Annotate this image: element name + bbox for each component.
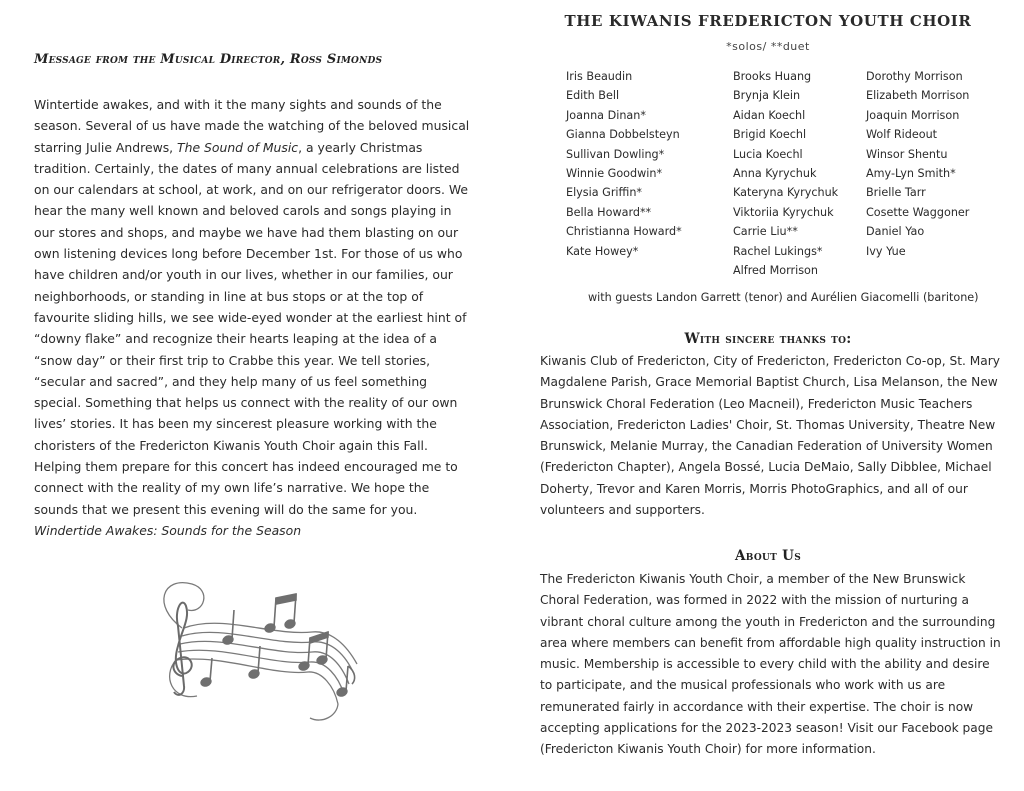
guests-line: with guests Landon Garrett (tenor) and Aurélien Giacomelli (baritone) bbox=[588, 291, 979, 304]
message-text-part1: Wintertide awakes, and with it the many sights and sounds of the season. Several of us have made the watching of the beloved musical starring Julie Andrews, bbox=[34, 97, 470, 155]
members-column-2 bbox=[733, 67, 838, 280]
member-name: Viktoriia Kyrychuk bbox=[733, 205, 834, 219]
member-name: Dorothy Morrison bbox=[866, 70, 963, 83]
message-body bbox=[34, 94, 474, 541]
member-name: Brigid Koechl bbox=[733, 128, 807, 142]
member-name: Alfred Morrison bbox=[733, 264, 818, 278]
member-name: Brooks Huang bbox=[733, 70, 812, 83]
member-name: Carrie Liu** bbox=[733, 225, 798, 239]
member-name: Winsor Shentu bbox=[866, 147, 948, 161]
member-name: Kateryna Kyrychuk bbox=[733, 186, 839, 200]
member-name: Anna Kyrychuk bbox=[733, 167, 817, 181]
member-name: Brielle Tarr bbox=[866, 186, 926, 200]
member-name: Joaquin Morrison bbox=[866, 108, 960, 122]
member-name: Edith Bell bbox=[566, 89, 620, 103]
music-notes-icon bbox=[142, 566, 362, 731]
member-name: Elizabeth Morrison bbox=[866, 89, 970, 103]
about-body: The Fredericton Kiwanis Youth Choir, a member of the New Brunswick Choral Federation, was formed in 2022 with the mission of nurturing a vibrant choral culture among the youth in Fredericton and the surrounding area where members can benefit from affordable high quality instruction in music. Membership is accessible to every child with the ability and desire to participate, and the musical professionals who work with us are remunerated fairly in accordance with their expertise. The choir is now accepting applications for the 2023-2023 season! Visit our Facebook page (Fredericton Kiwanis Youth Choir) for more information. bbox=[540, 572, 1001, 757]
member-name: Lucia Koechl bbox=[733, 147, 803, 161]
member-name: Daniel Yao bbox=[866, 225, 925, 239]
member-name: Kate Howey* bbox=[566, 244, 639, 258]
member-name: Rachel Lukings* bbox=[733, 244, 823, 258]
message-text-part2: , a yearly Christmas tradition. Certainly, the dates of many annual celebrations are listed on our calendars at school, at work, and on our refrigerator doors. We hear the many well known and beloved carols and songs playing in our stores and shops, and maybe we have had them blasting on our own listening devices long before December 1st. For those of us who have children and/or youth in our lives, whether in our families, our neighborhoods, or standing in line at bus stops or at the top of favourite sliding hills, we see wide-eyed wonder at the earliest hint of “downy flake” and recognize their hearts leaping at the idea of a “snow day” or their first trip to Crabbe this year. We tell stories, “secular and sacred”, and they help many of us feel something special. Something that helps us connect with the reality of our own lives’ stories. It has been my sincerest pleasure working with the choristers of the Fredericton Kiwanis Youth Choir again this Fall. Helping them prepare for this concert has indeed encouraged me to connect with the reality of my own life’s narrative. We hope the sounds that we present this evening will do the same for you. bbox=[34, 139, 469, 517]
member-name: Elysia Griffin* bbox=[566, 186, 643, 200]
thanks-heading: With sincere thanks to: bbox=[684, 331, 852, 347]
member-name: Joanna Dinan* bbox=[566, 108, 646, 122]
members-column-3 bbox=[866, 67, 969, 261]
members-column-1 bbox=[566, 67, 682, 261]
message-title-italic: The Sound of Music bbox=[177, 139, 299, 155]
member-name: Bella Howard** bbox=[566, 205, 652, 219]
member-name: Brynja Klein bbox=[733, 89, 801, 103]
member-name: Ivy Yue bbox=[866, 244, 906, 258]
member-name: Gianna Dobbelsteyn bbox=[566, 128, 680, 142]
about-heading: About Us bbox=[734, 548, 801, 564]
member-name: Iris Beaudin bbox=[566, 70, 633, 83]
message-heading: Message from the Musical Director, Ross Simonds bbox=[34, 52, 383, 67]
message-signature: Windertide Awakes: Sounds for the Season bbox=[34, 522, 302, 538]
member-name: Amy-Lyn Smith* bbox=[866, 167, 956, 181]
member-name: Aidan Koechl bbox=[733, 108, 806, 122]
member-name: Winnie Goodwin* bbox=[566, 167, 663, 181]
choir-title: THE KIWANIS FREDERICTON YOUTH CHOIR bbox=[564, 12, 972, 30]
solo-duet-legend: *solos/ **duet bbox=[726, 40, 810, 53]
member-name: Sullivan Dowling* bbox=[566, 147, 665, 161]
member-name: Christianna Howard* bbox=[566, 225, 682, 239]
right-page bbox=[512, 0, 1024, 791]
member-name: Cosette Waggoner bbox=[866, 205, 970, 219]
member-name: Wolf Rideout bbox=[866, 128, 938, 142]
thanks-body: Kiwanis Club of Fredericton, City of Fredericton, Fredericton Co-op, St. Mary Magdalene Parish, Grace Memorial Baptist Church, Lisa Melanson, the New Brunswick Choral Federation (Leo Macneil), Fredericton Music Teachers Association, Fredericton Ladies' Choir, St. Thomas University, Theatre New Brunswick, Melanie Murray, the Canadian Federation of University Women (Fredericton Chapter), Angela Bossé, Lucia DeMaio, Sally Dibblee, Michael Doherty, Trevor and Karen Morris, Morris PhotoGraphics, and all of our volunteers and supporters. bbox=[540, 354, 1000, 518]
